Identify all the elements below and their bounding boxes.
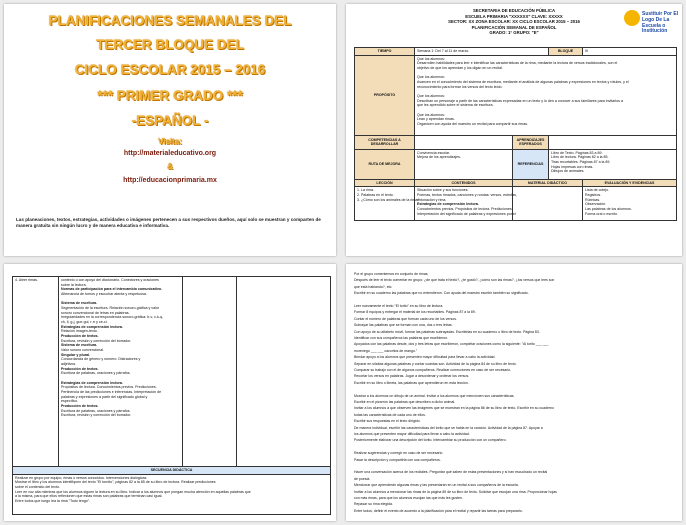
leccion-cell: 4. Aleer rimas. bbox=[13, 277, 59, 467]
cover-page bbox=[4, 4, 336, 256]
secuencia-line: Invitar a los alumnos a mencionar las rimas de la página 89 de su libro de texto. Solicitar que escojan una rima. Proporcionar hojas bbox=[354, 489, 557, 494]
contenidos-cell bbox=[415, 187, 517, 221]
proposito-line: Organicen con ayuda del maestro un recital para compartir sus rimas. bbox=[417, 122, 529, 127]
contenido-line: Sistema de escritura. bbox=[61, 343, 98, 348]
secuencia-line: De manera individual, escribir las características del torito que se habla en la canción. Actividad de la página 87. Apoyar a bbox=[354, 425, 543, 430]
secuencia-line: Separar en sílabas algunas palabras y contar cuántas son. Actividad de la página 84 de su libro de texto. bbox=[354, 361, 517, 366]
contenido-line: adjetivos. bbox=[61, 362, 77, 367]
secuencia-line: Después de leer el texto comentar en grupo: ¿de qué trata el texto?, ¿te gustó?, ¿cómo son las rimas?, ¿los versos que lees son bbox=[354, 278, 555, 283]
proposito-line: reconocimiento para formar los versos del texto leído. bbox=[417, 84, 503, 89]
secuencia-line: los alumnos que presenten mayor dificultad para llevar a cabo la actividad. bbox=[354, 432, 470, 436]
contenido-line: Valor sonoro convencional. bbox=[61, 348, 105, 353]
header-line-4: PLANIFICACIÓN SEMANAL DE ESPAÑOL bbox=[471, 24, 557, 30]
competencias-label: COMPETENCIAS A DESARROLLAR bbox=[355, 135, 415, 149]
secuencia-line: a la misma, para que ellos reflexionen que estas rimas son palabras que terminan casi igual. bbox=[15, 494, 163, 499]
evaluacion-line: Observación. bbox=[585, 202, 607, 207]
cover-title-line-1: PLANIFICACIONES SEMANALES DEL bbox=[48, 13, 292, 28]
header-line-1: SECRETARIA DE EDUCACIÓN PÚBLICA bbox=[472, 8, 556, 13]
evaluacion-line: Registros. bbox=[585, 193, 602, 198]
proposito-line: Que los alumnos: bbox=[417, 56, 445, 61]
referencia-line: Hojas impresas con rimas. bbox=[551, 164, 594, 169]
secuencia-line: Repasar su rima elegida. bbox=[354, 502, 393, 507]
secuencia-line: morenego ___ ___ cacoritos de mango." bbox=[354, 348, 418, 353]
ruta-label: RUTA DE MEJORA bbox=[355, 149, 415, 179]
contenido-line: Producción de textos. bbox=[61, 366, 99, 371]
secuencia-line: Comparar su trabajo con el de algunos compañeros. Realizar correcciones en caso de ser necesario. bbox=[354, 368, 512, 372]
secuencia-line: Escribir en su libro o libreta, las palabras que aprendieron en esta lección. bbox=[354, 380, 469, 385]
header-line-3: SECTOR: XX ZONA ESCOLAR: XX CICLO ESCOLAR 2015 – 2016 bbox=[448, 19, 580, 24]
contenido-line: sobre la lectura. bbox=[61, 282, 87, 287]
contenido-line: Normas de participación para el intercambio comunicativo. bbox=[61, 287, 163, 292]
ruta-line: Mejora de los aprendizajes. bbox=[417, 155, 461, 160]
contenido-line: específico. bbox=[61, 399, 79, 404]
contenido-line: entonación y rima. bbox=[417, 197, 447, 202]
leccion-item: 3. ¿Cómo son los animales de la rima? bbox=[357, 197, 420, 202]
contenido-line: Estrategias de comprensión lectora. bbox=[61, 324, 123, 329]
proposito-line: Que los alumnos: bbox=[417, 94, 445, 99]
ruta-line: Convivencia escolar. bbox=[417, 150, 450, 155]
plan-page-2 bbox=[4, 264, 336, 521]
secuencia-line: de poesía. bbox=[354, 476, 371, 481]
contenido-line: sonoro convencional de letras en palabras. bbox=[61, 310, 130, 315]
sun-logo-icon bbox=[624, 10, 640, 26]
contenido-line: ch, ll, g-j, gue-gui, r-rr y ce-ci. bbox=[61, 320, 108, 325]
school-header bbox=[406, 8, 622, 36]
secuencia-line: Mostrar a los alumnos un dibujo de un animal. Invitar a los alumnos que mencionen sus características. bbox=[354, 393, 515, 398]
secuencia-cell bbox=[13, 474, 331, 514]
contenido-line: Propósitos de lectura. Conocimientos previos. Predicciones. bbox=[61, 385, 157, 390]
secuencia-line: Escribir en el pizarrón las palabras que describen a dicho animal. bbox=[354, 400, 456, 404]
referencia-line: Tiras recortables. Páginas 87 a la 89. bbox=[551, 160, 611, 165]
evaluacion-line: Las palabras de los alumnos. bbox=[585, 207, 632, 212]
contenido-line: palabras y expresiones a partir del significado global y bbox=[61, 394, 148, 399]
cover-url-1[interactable]: http://materialeducativo.org bbox=[123, 149, 217, 157]
material-header: MATERIAL DIDÁCTICO bbox=[513, 179, 583, 187]
secuencia-line: Mencionar que aprenderán algunas rimas y las presentarán en un recital a sus compañeros de la escuela. bbox=[354, 483, 519, 488]
contenido-line: Escritura, revisión y corrección del borrador. bbox=[61, 413, 132, 418]
secuencia-line: Pasar la descripción y compartirla con sus compañeros. bbox=[354, 457, 441, 462]
material-cont-cell bbox=[183, 277, 237, 467]
secuencia-line: Realizar sugerencias y corregir en caso de ser necesario. bbox=[354, 451, 444, 456]
secuencia-line: Por el grupo comentemos en conjunto de rimas. bbox=[354, 272, 429, 276]
material-cell bbox=[513, 187, 583, 221]
proposito-line: Describan un personaje a partir de las características expresadas en un texto y lo den a conocer a sus familiares para invitarlos a bbox=[417, 98, 623, 103]
referencia-line: Libro de Texto. Páginas 83 a 89. bbox=[551, 150, 603, 155]
secuencia-line: Identificar con sus compañeros las palabras que escribieron. bbox=[354, 336, 449, 340]
proposito-line: Que los alumnos: bbox=[417, 75, 445, 80]
contenido-line: contexto o con apoyo del diccionario. Conectores y oraciones bbox=[61, 278, 159, 282]
cover-url-2[interactable]: http://educacionprimaria.mx bbox=[123, 176, 217, 184]
referencia-line: Dibujos de animales. bbox=[551, 169, 585, 174]
plan-table bbox=[354, 47, 677, 221]
contenido-line: Singular y plural. bbox=[61, 352, 91, 357]
contenidos-cont-cell bbox=[59, 277, 183, 467]
contenido-line: Escritura de palabras, oraciones y párrafos. bbox=[61, 408, 131, 413]
contenido-line: Segmentación de la escritura. Relación sonoro-gráfica y valor bbox=[61, 306, 160, 311]
contenidos-header: CONTENIDOS bbox=[415, 179, 513, 187]
evaluacion-line: Forma oral o escrito. bbox=[585, 211, 618, 216]
secuencia-line: Invitar a los alumnos a que observen las imágenes que se muestran en la página 86 de su libro de texto. Escribir en su cuaderno bbox=[354, 406, 555, 411]
secuencia-line: Apoyados con las palabras desde, dos y tres letras que escribieron, completar oraciones como la siguiente: "Al torito ___ ___ bbox=[354, 342, 549, 347]
contenido-line: Interpretación del significado de palabras y expresiones por el bbox=[417, 211, 516, 216]
secuencia-line: Mostrar el libro y los alumnos identifiquen del texto "El tornito", páginas 82 a la 85 de su libro de lectura. Realizar predicciones bbox=[15, 480, 216, 485]
plan-page-3 bbox=[346, 264, 682, 521]
lecciones-cell bbox=[355, 187, 420, 221]
school-logo bbox=[624, 10, 679, 38]
proposito-line: objetivo de que los aprendan y los digan en un recital. bbox=[417, 66, 503, 71]
contenido-line: Alternancia de turnos y escuchar atenta y respetuosa. bbox=[61, 292, 147, 297]
secuencia-line: Hacer una conversación acerca de los recitales. Preguntar qué saben de estas presentaciones y si han escuchado un recital bbox=[354, 470, 548, 475]
cover-visit-label: Visita: bbox=[158, 136, 182, 146]
contenido-line: Situación sobre y sus funciones. bbox=[417, 188, 469, 193]
tiempo-label: TIEMPO bbox=[355, 48, 415, 56]
contenido-line: Estrategias de comprensión lectora. bbox=[61, 380, 123, 385]
plan-page-1 bbox=[346, 4, 682, 256]
secuencia-line: Recortar los versos en palabras. Jugar a desordenar y ordenar los versos. bbox=[354, 374, 470, 379]
secuencia-line: Entre todos que luego lea la rima "Todo tengo". bbox=[15, 499, 91, 504]
secuencia-line: Escribir en su cuaderno las palabras que no entendieron. Con ayuda del maestro escribir también su significado. bbox=[354, 291, 529, 296]
contenido-line: Sistema de escritura. bbox=[61, 301, 98, 306]
competencias-value bbox=[415, 135, 513, 149]
secuencia-line: Con apoyo de su alfabeto móvil, formar las palabras subrayadas. Escribirlas en su cuaderno o libro de texto. Página 83. bbox=[354, 329, 540, 334]
evaluacion-cell bbox=[583, 187, 677, 221]
proposito-line: que les aprendido sobre el sistema de escritura. bbox=[417, 103, 494, 108]
ruta-value bbox=[415, 149, 513, 179]
cover-disclaimer: Las planeaciones, textos, estrategias, actividades o imágenes pertenecen a sus respectivos dueños, aquí solo se muestran y comparten de manera gratuita sin ningún lucro y de manera educativa e informativa. bbox=[16, 217, 321, 228]
proposito-line: Lean y aprendan rimas. bbox=[417, 117, 455, 122]
secuencia-line: Leer nuevamente el texto "El torito" en su libro de lectura. bbox=[354, 304, 444, 308]
evaluacion-header: EVALUACIÓN Y EVIDENCIAS bbox=[583, 179, 677, 187]
header-line-2: ESCUELA PRIMARIA "XXXXXX" CLAVE: XXXXX bbox=[465, 13, 563, 19]
evaluacion-line: Lista de cotejo. bbox=[585, 188, 610, 193]
cover-title-line-2: TERCER BLOQUE DEL bbox=[96, 36, 244, 52]
leccion-item: 1. La rima. bbox=[357, 188, 374, 193]
proposito-line: Que los alumnos: bbox=[417, 112, 445, 117]
secuencia-line: con más rimas, para que los alumnos escojan las que más les gusten. bbox=[354, 496, 463, 500]
secuencia-line: Entre todos, definir el evento de acuerdo a la planificación para el recital y repartir las tareas para prepararlo. bbox=[354, 508, 523, 513]
secuencia-line: Brindar apoyo a los alumnos que presenten mayor dificultad para llevar a cabo la actividad. bbox=[354, 355, 496, 360]
contenido-line: Estrategias de comprensión lectora. bbox=[417, 202, 479, 207]
referencias-label: REFERENCIAS bbox=[513, 149, 549, 179]
proposito-text bbox=[415, 55, 677, 135]
referencia-line: Libro de lectura. Páginas 82 a la 85. bbox=[551, 155, 609, 160]
secuencia-line: Escribir sus respuestas en el texto dirigido. bbox=[354, 419, 421, 424]
bloque-label: BLOQUE bbox=[549, 48, 583, 56]
header-line-5: GRADO: 1° GRUPO: "E" bbox=[489, 30, 539, 35]
secuencia-line: Posteriormente elaborar una descripción del torito. Intercambiar su producción con un compañero. bbox=[354, 438, 507, 443]
secuencia-line: que está hablando?, etc. bbox=[354, 284, 393, 289]
evaluacion-line: Rúbricas. bbox=[585, 197, 601, 202]
cover-title-line-3: CICLO ESCOLAR 2015 – 2016 bbox=[74, 62, 266, 77]
contenido-line: Pertinencia de las predicciones e inferencias. Interpretación de bbox=[61, 390, 162, 395]
secuencia-line: Subrayar las palabras que se forman con una, dos o tres letras. bbox=[354, 323, 453, 328]
contenido-line: Producción de textos. bbox=[61, 404, 99, 409]
secuencia-line: Leer en voz alta mientras que los alumnos siguen la lectura en su libro. Indicar a los alumnos que pongan mucha atención en aquellas palabras que bbox=[15, 489, 251, 494]
leccion-header: LECCIÓN bbox=[355, 179, 415, 187]
leccion-item: 2. Palabras en el texto. bbox=[357, 193, 394, 198]
cover-content bbox=[4, 4, 336, 184]
cover-title-line-5: -ESPAÑOL - bbox=[131, 113, 209, 128]
school-logo-text: Sustituir Por El Logo De La Escuela o Institución bbox=[642, 11, 679, 35]
contenido-line: Irregularidades en la correspondencia sonoro-gráfica: b-v, c-k-q, bbox=[61, 315, 164, 320]
secuencia-line: sobre el contenido del texto. bbox=[15, 485, 60, 490]
proposito-line: Desarrollen habilidades para leer e identificar las características de la rima, mediante la lectura de versos tradicionales, con el bbox=[417, 61, 618, 66]
contenido-line: Poemas, textos rimados, canciones y rondas: versos, estrofas, bbox=[417, 193, 517, 198]
secuencia-line: todas las características de cada uno de ellos. bbox=[354, 412, 426, 417]
proposito-line: Avancen en el conocimiento del sistema de escritura, mediante el análisis de algunas palabras y expresiones en textos y rótulos, y el bbox=[417, 80, 629, 85]
proposito-label: PROPÓSITO bbox=[355, 55, 415, 135]
contenido-line: Producción de textos. bbox=[61, 334, 99, 339]
contenido-line: Conocimientos previos. Propósitos de lectura. Predicciones. bbox=[417, 207, 513, 212]
referencias-value bbox=[549, 149, 677, 179]
aprendizajes-label: APRENDIZAJES ESPERADOS bbox=[513, 135, 549, 149]
tiempo-value: Semana 1: Del 7 al 11 de marzo. bbox=[415, 48, 549, 56]
secuencia-line: Formar 8 equipos y entregar el material de los recortables. Páginas 87 a la 89. bbox=[354, 310, 476, 315]
cover-ampersand: & bbox=[167, 161, 173, 171]
contenido-line: Escritura de palabras, oraciones y párrafos. bbox=[61, 371, 131, 376]
secuencia-label: SECUENCIA DIDÁCTICA bbox=[13, 467, 331, 475]
contenidos-table bbox=[12, 276, 331, 515]
bloque-value: III bbox=[583, 48, 677, 56]
cover-title-line-4: *** PRIMER GRADO *** bbox=[97, 87, 243, 103]
evaluacion-cont-cell bbox=[237, 277, 331, 467]
contenido-line: Relación imagen-texto. bbox=[61, 329, 98, 334]
contenido-line: Concordancia de género y número. Distractores y bbox=[61, 357, 141, 362]
secuencia-line: Contar el número de palabras que forman cada uno de los versos. bbox=[354, 316, 457, 321]
contenido-line: Escritura, revisión y corrección del borrador. bbox=[61, 338, 132, 343]
aprendizajes-value bbox=[549, 135, 677, 149]
secuencia-line: Realizar en grupo por equipo, rimas o versos conocidos. Intervenciones dialógicas. bbox=[15, 475, 148, 480]
